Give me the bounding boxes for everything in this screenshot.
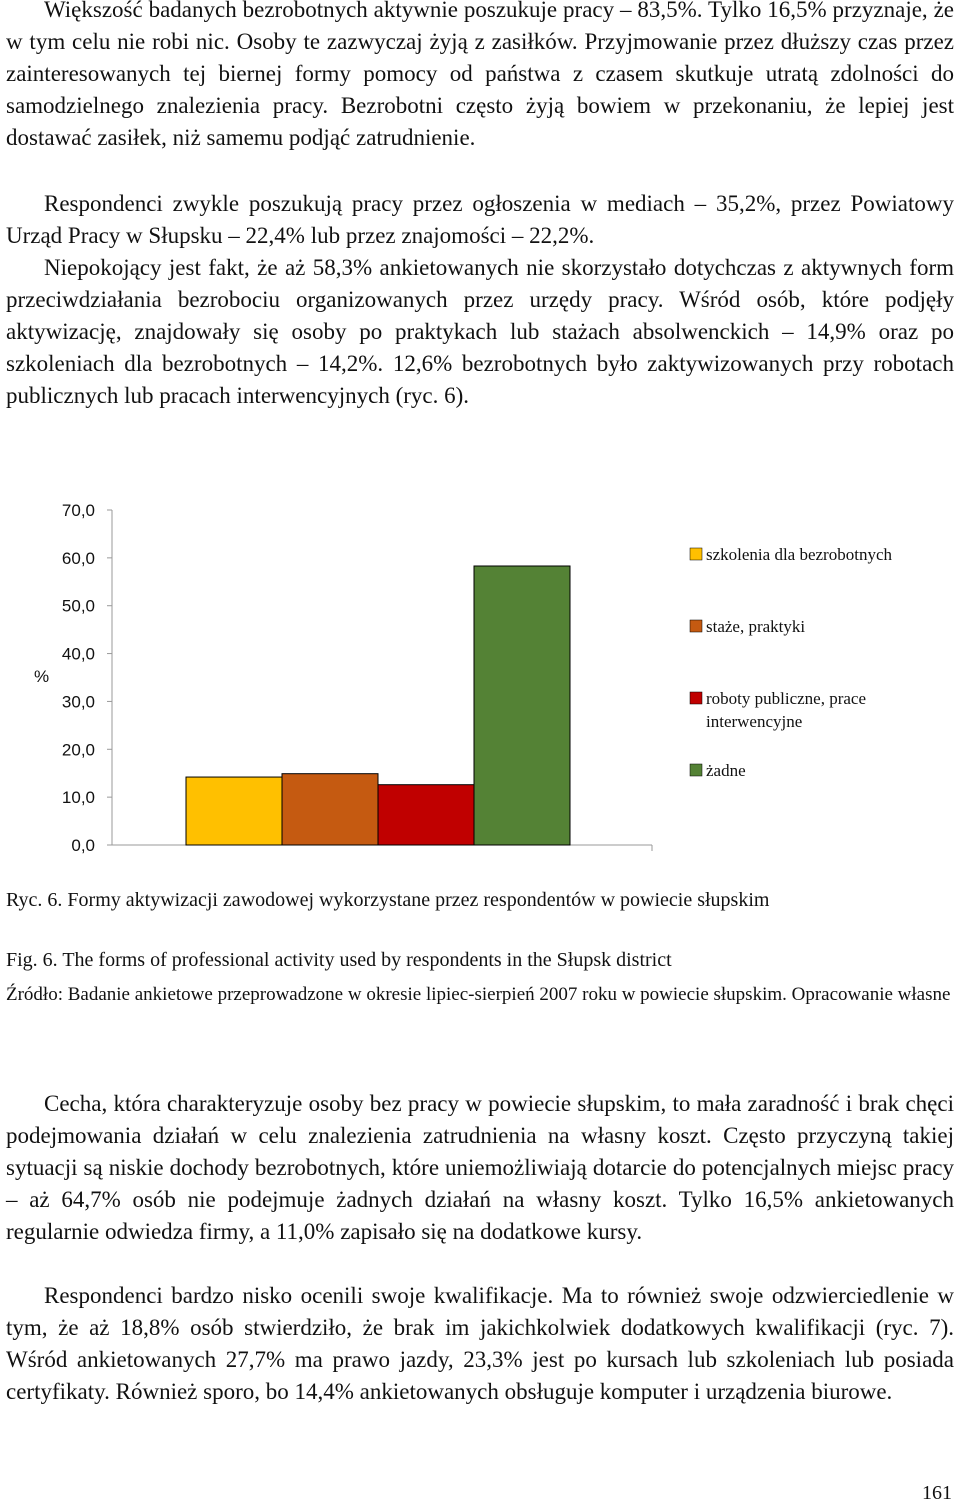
legend-label: staże, praktyki (706, 617, 806, 636)
page-number: 161 (922, 1482, 952, 1504)
figure-source: Źródło: Badanie ankietowe przeprowadzone w okresie lipiec-sierpień 2007 roku w powiecie słupskim. Opracowanie własne (6, 984, 951, 1005)
bar (186, 777, 282, 845)
legend-swatch (690, 548, 702, 560)
bar (378, 785, 474, 845)
paragraph-resourcefulness: Cecha, która charakteryzuje osoby bez pracy w powiecie słupskim, to mała zaradność i brak chęci podejmowania działań w celu znalezienia zatrudnienia na własny koszt. Często przyczyną takiej sytuacji są niskie dochody bezrobotnych, które uniemożliwiają dotarcie do potencjalnych miejsc pracy – aż 64,7% osób nie podejmuje żadnych działań na własny koszt. Tylko 16,5% ankietowanych regularnie odwiedza firmy, a 11,0% zapisało się na dodatkowe kursy. (6, 1091, 954, 1244)
figure-caption-en: Fig. 6. The forms of professional activity used by respondents in the Słupsk district (6, 949, 672, 971)
y-tick-label: 20,0 (61, 740, 95, 760)
legend-label: szkolenia dla bezrobotnych (706, 545, 892, 564)
paragraph-intro: Większość badanych bezrobotnych aktywnie poszukuje pracy – 83,5%. Tylko 16,5% przyznaje, że w tym celu nie robi nic. Osoby te zazwyczaj żyją z zasiłków. Przyjmowanie przez dłuższy czas przez zainteresowanych tej biernej formy pomocy od państwa z czasem skutkuje utratą zdolności do samodzielnego znalezienia pracy. Bezrobotni często żyją bowiem w przekonaniu, że lepiej jest dostawać zasiłek, niż samemu podjąć zatrudnienie. (6, 0, 954, 150)
figure-caption-pl: Ryc. 6. Formy aktywizacji zawodowej wykorzystane przez respondentów w powiecie słupskim (6, 889, 770, 911)
legend-swatch (690, 764, 702, 776)
legend-label: żadne (706, 761, 746, 780)
y-tick-label: 30,0 (61, 692, 95, 712)
bar (282, 774, 378, 845)
paragraph-qualifications: Respondenci bardzo nisko ocenili swoje kwalifikacje. Ma to również swoje odzwierciedlenie w tym, że aż 18,8% osób stwierdziło, że brak im jakichkolwiek dodatkowych kwalifikacji (ryc. 7). Wśród ankietowanych 27,7% ma prawo jazdy, 23,3% jest po kursach lub szkoleniach lub posiada certyfikaty. Również sporo, bo 14,4% ankietowanych obsługuje komputer i urządzenia biurowe. (6, 1283, 954, 1404)
legend-label: roboty publiczne, prace (706, 689, 867, 708)
y-tick-label: 10,0 (61, 788, 95, 808)
y-tick-label: 70,0 (61, 501, 95, 520)
bar (474, 566, 570, 845)
paragraph-activation: Niepokojący jest fakt, że aż 58,3% ankietowanych nie skorzystało dotychczas z aktywnych form przeciwdziałania bezrobociu organizowanych przez urzędy pracy. Wśród osób, które podjęły aktywizację, znajdowały się osoby po praktykach lub stażach absolwenckich – 14,9% oraz po szkoleniach dla bezrobotnych – 14,2%. 12,6% bezrobotnych było zaktywizowanych przy robotach publicznych lub pracach interwencyjnych (ryc. 6). (6, 255, 954, 408)
y-tick-label: 50,0 (61, 596, 95, 616)
legend-swatch (690, 692, 702, 704)
y-axis-label: % (34, 667, 50, 686)
bar-chart (0, 490, 960, 860)
y-tick-label: 0,0 (71, 836, 95, 855)
y-tick-label: 60,0 (61, 548, 95, 568)
paragraph-job-search: Respondenci zwykle poszukują pracy przez ogłoszenia w mediach – 35,2%, przez Powiatowy Urząd Pracy w Słupsku – 22,4% lub przez znajomości – 22,2%. (6, 191, 954, 248)
y-tick-label: 40,0 (61, 644, 95, 664)
legend-label: interwencyjne (706, 712, 803, 731)
legend-swatch (690, 620, 702, 632)
